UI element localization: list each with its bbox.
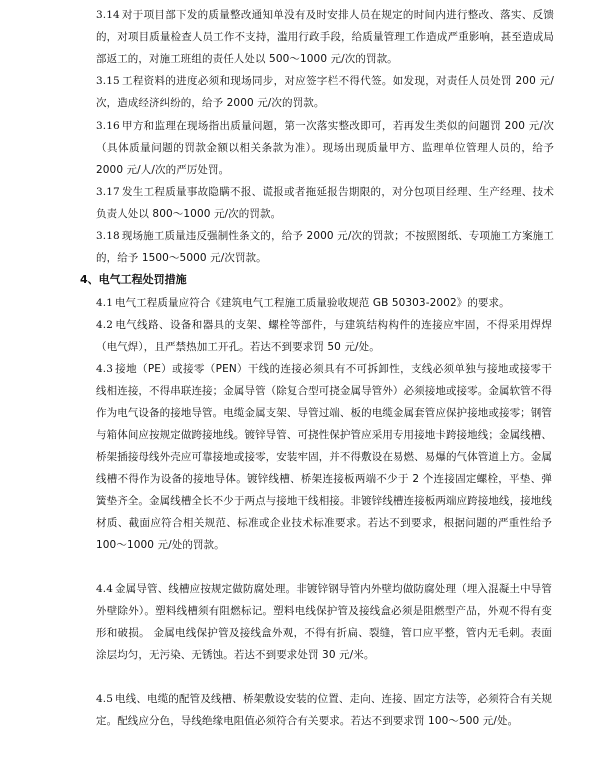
clause-number: 3.17 (96, 186, 120, 198)
clause-text: 电气线路、设备和器具的支架、螺栓等部件，与建筑结构构件的连接应牢固，不得采用焊焊（电气焊），且严禁热加工开孔。若达不到要求罚 50 元/处。 (96, 319, 552, 353)
clause-number: 3.16 (96, 120, 120, 132)
clause-number: 3.14 (96, 9, 120, 21)
clause-text: 工程资料的进度必须和现场同步，对应签字栏不得代签。如发现，对责任人员处罚 200 元/次，造成经济纠纷的，给予 2000 元/次的罚款。 (96, 75, 554, 109)
clause-number: 4.3 (96, 363, 113, 375)
clause-4-3 (96, 358, 552, 556)
clause-number: 3.15 (96, 75, 120, 87)
clause-3-17 (96, 181, 554, 225)
clause-text: 金属导管、线槽应按规定做防腐处理。非镀锌钢导管内外壁均做防腐处理（埋入混凝土中导管外壁除外）。塑料线槽须有阻燃标记。塑料电线保护管及接线盒必须是阻燃型产品，外观不得有变形和破损。 金属电线保护管及接线盒外观，不得有折扁、裂缝，管口应平整，管内无毛刺。表面涂层均匀，无污染、无锈蚀。若达不到要求处罚 30 元/米。 (96, 583, 552, 661)
clause-text: 电线、电缆的配管及线槽、桥架敷设安装的位置、走向、连接、固定方法等，必须符合有关规定。配线应分色，导线绝缘电阻值必须符合有关要求。若达不到要求罚 100～500 元/处。 (96, 693, 552, 727)
clause-3-16 (96, 115, 554, 181)
clause-4-4 (96, 578, 552, 666)
clause-number: 4.5 (96, 693, 113, 705)
clause-3-15 (96, 70, 554, 114)
clause-text: 发生工程质量事故隐瞒不报、谎报或者拖延报告期限的，对分包项目经理、生产经理、技术负责人处以 800～1000 元/次的罚款。 (96, 186, 554, 220)
clause-number: 3.18 (96, 230, 120, 242)
clause-3-18 (96, 225, 554, 269)
clause-3-14 (96, 4, 554, 70)
clause-text: 甲方和监理在现场指出质量问题，第一次落实整改即可，若再发生类似的问题罚 200 元/次（具体质量问题的罚款金额以相关条款为准）。现场出现质量甲方、监理单位管理人员的，给予 2000 元/人/次的严厉处罚。 (96, 120, 554, 176)
clause-text: 对于项目部下发的质量整改通知单没有及时安排人员在规定的时间内进行整改、落实、反馈的，对项目质量检查人员工作不支持，滥用行政手段，给质量管理工作造成严重影响，甚至造成局部返工的，对施工班组的责任人处以 500～1000 元/次的罚款。 (96, 9, 554, 65)
clause-text: 现场施工质量违反强制性条文的，给予 2000 元/次的罚款；不按照图纸、专项施工方案施工的，给予 1500～5000 元/次罚款。 (96, 230, 554, 264)
clause-4-5 (96, 688, 552, 732)
section-heading: 4、电气工程处罚措施 (80, 273, 187, 286)
clause-4-1 (96, 292, 552, 314)
clause-text: 接地（PE）或接零（PEN）干线的连接必须具有不可拆卸性，支线必须单独与接地或接零干线相连接，不得串联连接；金属导管（除复合型可挠金属导管外）必须接地或接零。金属软管不得作为电气设备的接地导管。电缆金属支架、导管过端、板的电缆金属套管应保护接地或接零；钢管与箱体间应按规定做跨接地线。镀锌导管、可挠性保护管应采用专用接地卡跨接地线；金属线槽、桥架插接母线外壳应可靠接地或接零，安装牢固，并不得敷设在易燃、易爆的气体管道上方。金属线槽不得作为设备的接地导体。镀锌线槽、桥架连接板两端不少于 2 个连接固定螺栓，平垫、弹簧垫齐全。金属线槽全长不少于两点与接地干线相接。非镀锌线槽连接板两端应跨接地线，接地线材质、截面应符合相关规范、标准或企业技术标准要求。若达不到要求，根据问题的严重性给予 100～1000 元/处的罚款。 (96, 363, 552, 551)
clause-text: 电气工程质量应符合《建筑电气工程施工质量验收规范 GB 50303-2002》的要求。 (115, 297, 510, 309)
clause-number: 4.1 (96, 297, 113, 309)
clause-number: 4.2 (96, 319, 113, 331)
clause-4-2 (96, 314, 552, 358)
clause-number: 4.4 (96, 583, 113, 595)
